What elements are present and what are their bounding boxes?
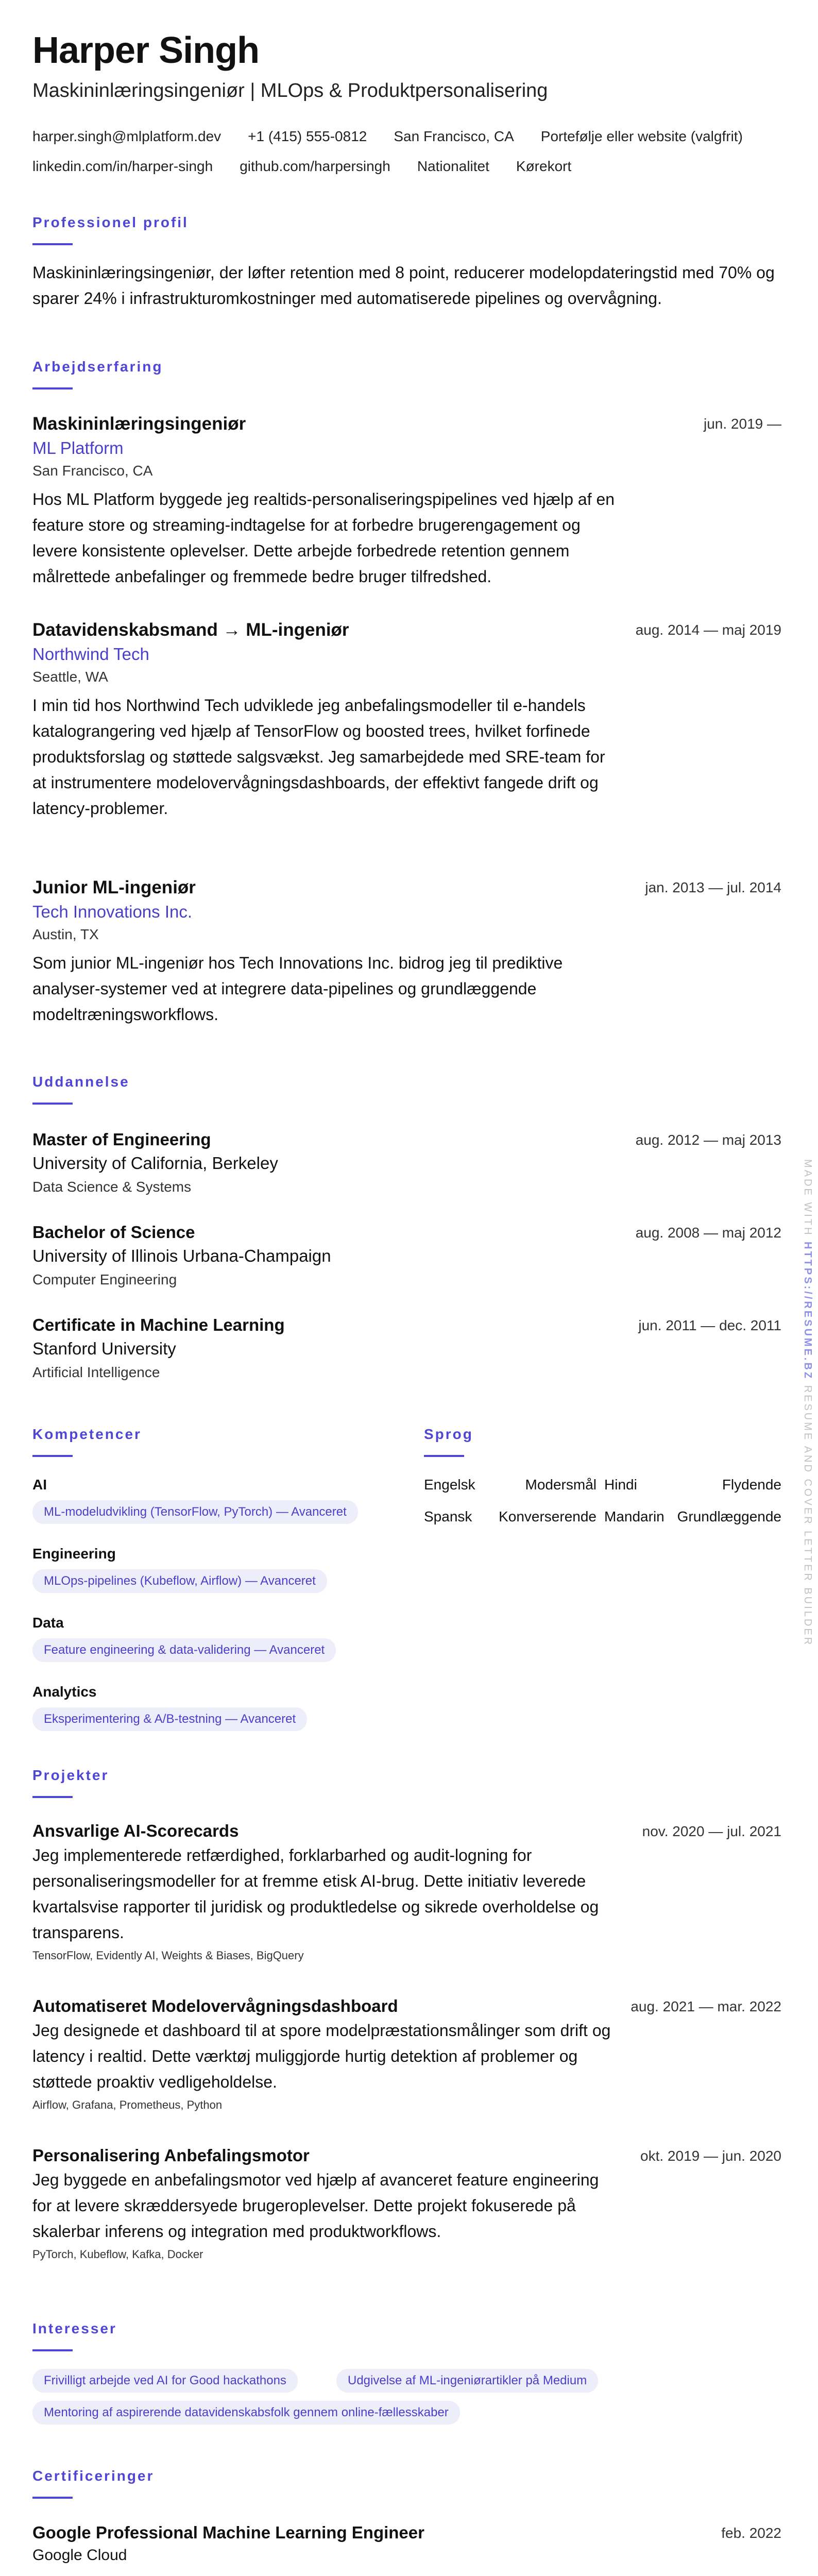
job-location: Seattle, WA [32, 669, 108, 685]
degree: Certificate in Machine Learning [32, 1315, 285, 1334]
education-dates: jun. 2011 — dec. 2011 [638, 1317, 781, 1333]
interest-tag: Mentoring af aspirerende datavidenskabsfolk gennem online-fællesskaber [32, 2401, 460, 2425]
interest-tag: Frivilligt arbejde ved AI for Good hackathons [32, 2369, 298, 2393]
contact-email[interactable]: harper.singh@mlplatform.dev [32, 128, 221, 144]
degree: Bachelor of Science [32, 1223, 195, 1242]
education-item [32, 1314, 781, 1384]
project-item [32, 1820, 781, 1966]
project-tools: PyTorch, Kubeflow, Kafka, Docker [32, 2248, 203, 2261]
skill-tag: Feature engineering & data-validering — Avanceret [32, 1638, 336, 1662]
experience-item [32, 618, 781, 821]
language-level: Flydende [722, 1477, 781, 1493]
contact-drivers-license: Kørekort [516, 158, 572, 174]
job-dates: aug. 2014 — maj 2019 [635, 622, 781, 638]
school: Stanford University [32, 1339, 176, 1358]
job-description: Som junior ML-ingeniør hos Tech Innovations Inc. bidrog jeg til prediktive analyser-systemer ved at integrere data-pipelines og grundlæggende modeltræningsworkflows. [32, 954, 563, 1024]
contact-nationality: Nationalitet [417, 158, 489, 174]
skill-category: AI [32, 1477, 47, 1493]
job-location: Austin, TX [32, 926, 99, 942]
section-title-certifications: Certificeringer [32, 2468, 155, 2484]
skill-tag: ML-modeludvikling (TensorFlow, PyTorch) — Avanceret [32, 1500, 358, 1524]
skill-tag: Eksperimentering & A/B-testning — Avanceret [32, 1707, 307, 1731]
section-title-skills: Kompetencer [32, 1426, 142, 1442]
watermark-suffix: RESUME AND COVER LETTER BUILDER [802, 1385, 813, 1647]
education-dates: aug. 2012 — maj 2013 [635, 1132, 781, 1148]
project-description: Jeg implementerede retfærdighed, forklarbarhed og audit-logning for personaliseringsmodeller for at fremme etisk AI-brug. Dette initiativ leverede kvartalsvise rapporter til juridisk og produktledelse og sikrede overholdelse og transparens. [32, 1846, 599, 1942]
job-description: Hos ML Platform byggede jeg realtids-personaliseringspipelines ved hjælp af en feature store og streaming-indtagelse for at forbedre brugerengagement og levere konsistente oplevelser. Dette arbejde forbedrede retention gennem målrettede anbefalinger og fremmede bedre bruger tilfredshed. [32, 490, 615, 586]
project-item [32, 2144, 781, 2265]
project-description: Jeg byggede en anbefalingsmotor ved hjælp af avanceret feature engineering for at levere skræddersyede brugeroplevelser. Dette projekt fokuserede på skalerbar inferens og integration med produktworkflows. [32, 2171, 599, 2241]
profile-summary: Maskininlæringsingeniør, der løfter retention med 8 point, reducerer modelopdateringstid med 70% og sparer 24% i infrastrukturomkostninger med automatiserede pipelines og overvågning. [32, 263, 775, 308]
builder-watermark [802, 1159, 813, 1647]
job-company: ML Platform [32, 438, 124, 457]
section-title-experience: Arbejdserfaring [32, 359, 163, 375]
project-title: Automatiseret Modelovervågningsdashboard [32, 1996, 398, 2015]
section-title-education: Uddannelse [32, 1074, 130, 1090]
skill-category: Analytics [32, 1684, 97, 1700]
skill-tag: MLOps-pipelines (Kubeflow, Airflow) — Avanceret [32, 1569, 327, 1593]
job-location: San Francisco, CA [32, 463, 153, 479]
language-name: Mandarin [604, 1509, 664, 1524]
contact-phone[interactable]: +1 (415) 555-0812 [248, 128, 367, 144]
skill-category: Engineering [32, 1546, 116, 1562]
certification-date: feb. 2022 [721, 2525, 781, 2541]
education-item [32, 1221, 781, 1291]
contact-portfolio[interactable]: Portefølje eller website (valgfrit) [540, 128, 743, 144]
language-level: Modersmål [525, 1477, 597, 1493]
language-level: Konverserende [499, 1509, 597, 1524]
certification-item [32, 2521, 781, 2567]
language-level: Grundlæggende [677, 1509, 781, 1524]
contact-list [32, 122, 781, 181]
degree: Master of Engineering [32, 1130, 211, 1149]
language-name: Engelsk [424, 1477, 475, 1493]
job-dates: jan. 2013 — jul. 2014 [645, 879, 781, 895]
project-dates: aug. 2021 — mar. 2022 [630, 1998, 781, 2014]
school: University of Illinois Urbana-Champaign [32, 1246, 331, 1265]
project-dates: nov. 2020 — jul. 2021 [642, 1823, 781, 1839]
watermark-link[interactable]: HTTPS://RESUME.BZ [802, 1242, 813, 1381]
contact-github[interactable]: github.com/harpersingh [240, 158, 390, 174]
language-name: Spansk [424, 1509, 472, 1524]
project-title: Personalisering Anbefalingsmotor [32, 2146, 310, 2165]
field-of-study: Artificial Intelligence [32, 1364, 160, 1380]
project-dates: okt. 2019 — jun. 2020 [640, 2148, 781, 2164]
field-of-study: Computer Engineering [32, 1272, 177, 1287]
experience-item [32, 412, 781, 589]
section-title-profile: Professionel profil [32, 214, 189, 230]
project-title: Ansvarlige AI-Scorecards [32, 1821, 239, 1840]
watermark-prefix: MADE WITH [802, 1159, 813, 1237]
interest-tag: Udgivelse af ML-ingeniørartikler på Medium [336, 2369, 598, 2393]
education-dates: aug. 2008 — maj 2012 [635, 1225, 781, 1241]
section-title-interests: Interesser [32, 2320, 117, 2336]
certification-issuer: Google Cloud [32, 2547, 127, 2564]
candidate-headline: Maskininlæringsingeniør | MLOps & Produktpersonalisering [32, 80, 548, 101]
job-company: Tech Innovations Inc. [32, 902, 193, 921]
candidate-name: Harper Singh [32, 30, 260, 71]
contact-linkedin[interactable]: linkedin.com/in/harper-singh [32, 158, 213, 174]
project-tools: TensorFlow, Evidently AI, Weights & Biases, BigQuery [32, 1949, 304, 1962]
project-item [32, 1995, 781, 2115]
job-dates: jun. 2019 — [704, 416, 781, 432]
school: University of California, Berkeley [32, 1154, 278, 1173]
experience-item [32, 876, 781, 1027]
section-title-projects: Projekter [32, 1767, 109, 1783]
certification-name: Google Professional Machine Learning Engineer [32, 2523, 424, 2542]
job-title: Maskininlæringsingeniør [32, 414, 246, 434]
skill-category: Data [32, 1615, 64, 1631]
job-title: Junior ML-ingeniør [32, 877, 196, 897]
education-item [32, 1128, 781, 1198]
section-title-languages: Sprog [424, 1426, 473, 1442]
job-company: Northwind Tech [32, 645, 149, 664]
contact-location: San Francisco, CA [394, 128, 514, 144]
field-of-study: Data Science & Systems [32, 1179, 192, 1195]
job-title: Datavidenskabsmand → ML-ingeniør [32, 620, 349, 640]
project-tools: Airflow, Grafana, Prometheus, Python [32, 2098, 223, 2111]
job-description: I min tid hos Northwind Tech udviklede jeg anbefalingsmodeller til e-handels katalograngering ved hjælp af TensorFlow og boosted trees, hvilket forfinede produktsforslag og støttede salgsvækst. Jeg samarbejdede med SRE-team for at instrumentere modelovervågningsdashboards, der effektivt fangede drift og latency-problemer. [32, 696, 605, 818]
language-name: Hindi [604, 1477, 637, 1493]
project-description: Jeg designede et dashboard til at spore modelpræstationsmålinger som drift og latency i realtid. Dette værktøj muliggjorde hurtig detektion af problemer og støttede proaktiv vedligeholdelse. [32, 2021, 611, 2091]
